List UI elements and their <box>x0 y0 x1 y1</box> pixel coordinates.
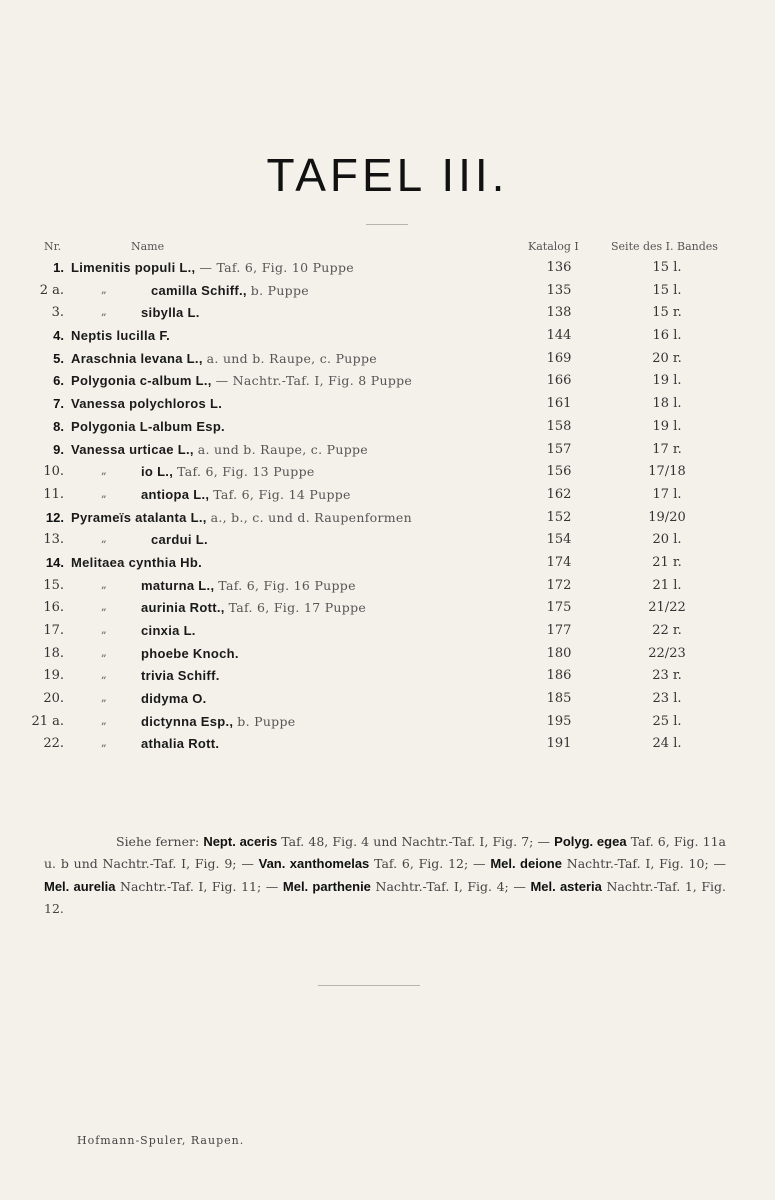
note-text: Taf. 48, Fig. 4 und Nachtr.-Taf. I, Fig. 7; — <box>277 833 555 849</box>
genus-label: Neptis <box>71 328 113 344</box>
ditto-mark: „ <box>101 464 107 478</box>
note-species-ref: Van. xanthomelas <box>258 856 370 871</box>
genus-name <box>71 555 202 570</box>
table-row <box>0 508 775 531</box>
species-label: cardui L. <box>151 532 208 548</box>
table-row <box>0 734 775 757</box>
page-reference: 21 r. <box>652 554 682 570</box>
note-species-ref: Mel. parthenie <box>282 878 371 894</box>
row-note: — Taf. 6, Fig. 10 Puppe <box>199 260 354 275</box>
row-number: 1. <box>53 260 64 275</box>
page-reference: 15 l. <box>652 260 682 275</box>
species-name <box>141 691 207 706</box>
bottom-divider <box>318 985 420 986</box>
katalog-number: 174 <box>546 554 572 570</box>
table-row <box>0 644 775 667</box>
katalog-number: 195 <box>546 713 572 729</box>
species-label: io L., <box>141 464 174 480</box>
note-text: Nachtr.-Taf. 1, Fig. 12. <box>44 878 726 916</box>
katalog-number: 177 <box>546 623 572 638</box>
row-number: 17. <box>43 623 64 638</box>
katalog-number: 175 <box>546 600 572 616</box>
row-number: 20. <box>43 691 64 707</box>
table-row <box>0 394 775 417</box>
page-reference: 17 r. <box>652 441 682 457</box>
note-text: Nachtr.-Taf. I, Fig. 4; — <box>370 878 531 894</box>
ditto-mark: „ <box>101 305 107 319</box>
species-name: lucilla F. <box>116 328 171 344</box>
ditto-mark: „ <box>101 282 107 296</box>
note-text: Taf. 6, Fig. 11a u. b und Nachtr.-Taf. I, Fig. 9; — <box>44 833 726 871</box>
katalog-number: 162 <box>546 486 572 502</box>
genus-name <box>71 351 377 366</box>
species-name <box>141 736 219 751</box>
species-name: cynthia Hb. <box>128 554 202 570</box>
row-number: 9. <box>53 441 64 457</box>
species-label: didyma O. <box>141 691 207 707</box>
species-name <box>141 305 200 320</box>
page-reference: 15 r. <box>652 305 682 321</box>
genus-label: Pyrameïs <box>71 509 132 525</box>
katalog-number: 152 <box>546 509 572 525</box>
ditto-mark: „ <box>101 600 107 614</box>
header-seite: Seite des I. Bandes <box>611 240 718 253</box>
page-reference: 19 l. <box>652 418 682 434</box>
row-number: 4. <box>53 328 64 344</box>
table-row <box>0 666 775 689</box>
species-table <box>0 258 775 757</box>
species-label: dictynna Esp., <box>141 713 234 729</box>
table-row <box>0 440 775 463</box>
katalog-number: 157 <box>546 441 572 457</box>
note-species-ref: Mel. deione <box>490 856 562 871</box>
note-species-ref: Mel. aurelia <box>44 878 116 894</box>
row-number: 22. <box>43 736 64 752</box>
page-reference: 24 l. <box>652 736 682 752</box>
page-reference: 18 l. <box>652 396 682 412</box>
page-reference: 16 l. <box>652 328 682 344</box>
species-label: sibylla L. <box>141 305 200 321</box>
page-reference: 15 l. <box>652 282 682 298</box>
row-note: Taf. 6, Fig. 17 Puppe <box>228 600 367 616</box>
row-note: b. Puppe <box>250 282 309 298</box>
page-reference: 25 l. <box>652 713 682 729</box>
genus-label: Polygonia <box>71 373 136 389</box>
katalog-number: 172 <box>546 577 572 593</box>
species-name <box>141 464 315 479</box>
page-reference: 17 l. <box>652 486 682 502</box>
page-reference: 22/23 <box>648 645 686 661</box>
ditto-mark: „ <box>101 713 107 727</box>
species-name: c-album L., <box>139 373 212 389</box>
katalog-number: 191 <box>546 736 572 752</box>
row-note: a. und b. Raupe, c. Puppe <box>197 441 368 457</box>
note-species-ref: Mel. asteria <box>530 878 602 894</box>
row-note: b. Puppe <box>237 713 296 729</box>
row-number: 11. <box>43 486 64 502</box>
species-label: antiopa L., <box>141 486 210 502</box>
see-also-note <box>44 831 726 921</box>
table-row <box>0 576 775 599</box>
note-species-ref: Nept. aceris <box>203 833 278 849</box>
genus-name <box>71 442 368 457</box>
table-row <box>0 485 775 508</box>
katalog-number: 136 <box>546 260 572 275</box>
genus-label: Limenitis <box>71 260 131 275</box>
species-label: phoebe Knoch. <box>141 645 239 661</box>
table-row <box>0 553 775 576</box>
row-note: Taf. 6, Fig. 13 Puppe <box>177 464 315 480</box>
page-reference: 20 r. <box>652 350 682 366</box>
page-reference: 23 r. <box>652 668 682 684</box>
page-reference: 19/20 <box>648 509 686 525</box>
genus-name <box>71 373 412 388</box>
genus-name <box>71 260 354 275</box>
row-number: 19. <box>43 668 64 684</box>
ditto-mark: „ <box>101 691 107 705</box>
species-label: cinxia L. <box>141 623 196 638</box>
table-row <box>0 371 775 394</box>
row-number: 7. <box>53 396 64 412</box>
species-label: athalia Rott. <box>141 736 220 752</box>
species-name <box>151 283 309 298</box>
species-name <box>141 646 239 661</box>
row-number: 6. <box>53 373 64 389</box>
katalog-number: 161 <box>546 396 572 412</box>
table-row <box>0 281 775 304</box>
note-text: Nachtr.-Taf. I, Fig. 11; — <box>115 878 283 894</box>
species-name: populi L., <box>134 260 196 275</box>
table-row <box>0 462 775 485</box>
page-reference: 17/18 <box>648 464 686 480</box>
ditto-mark: „ <box>101 645 107 659</box>
page-reference: 21 l. <box>652 577 682 593</box>
table-row <box>0 712 775 735</box>
katalog-number: 138 <box>546 305 572 321</box>
table-row <box>0 530 775 553</box>
table-row <box>0 326 775 349</box>
row-number: 16. <box>43 600 64 616</box>
page-title: TAFEL III. <box>266 149 509 201</box>
row-number: 18. <box>43 645 64 661</box>
species-name <box>141 714 295 729</box>
row-number: 2 a. <box>39 282 64 298</box>
genus-label: Vanessa <box>71 396 126 412</box>
species-label: maturna L., <box>141 577 215 593</box>
row-note: — Nachtr.-Taf. I, Fig. 8 Puppe <box>215 373 413 389</box>
species-name <box>141 668 220 683</box>
katalog-number: 158 <box>546 418 572 434</box>
species-name: polychloros L. <box>129 396 223 412</box>
note-text: Siehe ferner: <box>116 833 204 849</box>
species-name <box>141 487 351 502</box>
row-number: 15. <box>43 577 64 593</box>
species-name <box>141 578 356 593</box>
katalog-number: 180 <box>546 645 572 661</box>
genus-name <box>71 510 412 525</box>
genus-label: Polygonia <box>71 418 136 434</box>
species-name: levana L., <box>140 350 203 366</box>
table-row <box>0 598 775 621</box>
table-row <box>0 621 775 644</box>
row-note: Taf. 6, Fig. 16 Puppe <box>218 577 356 593</box>
row-number: 10. <box>43 464 64 480</box>
species-name <box>141 623 196 638</box>
row-number: 14. <box>45 554 64 570</box>
header-name: Name <box>131 240 165 253</box>
katalog-number: 166 <box>546 373 572 389</box>
row-number: 8. <box>53 418 64 434</box>
genus-label: Araschnia <box>71 350 137 366</box>
species-name: urticae L., <box>129 441 194 457</box>
ditto-mark: „ <box>101 577 107 591</box>
genus-label: Vanessa <box>71 441 126 457</box>
ditto-mark: „ <box>101 668 107 682</box>
genus-name <box>71 419 225 434</box>
species-label: trivia Schiff. <box>141 668 220 684</box>
footer-credit: Hofmann-Spuler, Raupen. <box>77 1134 245 1147</box>
page-reference: 20 l. <box>652 532 682 548</box>
katalog-number: 135 <box>546 282 572 298</box>
katalog-number: 186 <box>546 668 572 684</box>
page-reference: 23 l. <box>652 691 682 707</box>
species-name: atalanta L., <box>135 509 207 525</box>
ditto-mark: „ <box>101 532 107 546</box>
row-note: a. und b. Raupe, c. Puppe <box>206 350 377 366</box>
table-row <box>0 417 775 440</box>
table-row <box>0 689 775 712</box>
katalog-number: 169 <box>546 350 572 366</box>
row-number: 13. <box>43 532 64 548</box>
note-species-ref: Polyg. egea <box>554 833 627 849</box>
page-reference: 22 r. <box>652 623 682 638</box>
species-name: L-album Esp. <box>139 418 225 434</box>
note-text: Taf. 6, Fig. 12; — <box>369 856 491 871</box>
ditto-mark: „ <box>101 486 107 500</box>
ditto-mark: „ <box>101 623 107 636</box>
note-text: Nachtr.-Taf. I, Fig. 10; — <box>561 856 726 871</box>
page-reference: 21/22 <box>648 600 686 616</box>
genus-name <box>71 328 170 343</box>
species-name <box>151 532 208 547</box>
katalog-number: 144 <box>546 328 572 344</box>
species-label: camilla Schiff., <box>151 282 247 298</box>
row-number: 3. <box>51 305 64 321</box>
row-number: 21 a. <box>31 713 64 729</box>
page-reference: 19 l. <box>652 373 682 389</box>
header-katalog: Katalog I <box>528 240 579 253</box>
header-nr: Nr. <box>44 240 62 253</box>
genus-name <box>71 396 222 411</box>
katalog-number: 185 <box>546 691 572 707</box>
katalog-number: 154 <box>546 532 572 548</box>
table-row <box>0 303 775 326</box>
row-note: a., b., c. und d. Raupenformen <box>210 509 412 525</box>
row-number: 12. <box>45 509 64 525</box>
title-divider <box>366 224 408 225</box>
table-row <box>0 349 775 372</box>
genus-label: Melitaea <box>71 554 125 570</box>
table-row <box>0 258 775 281</box>
species-name <box>141 600 366 615</box>
species-label: aurinia Rott., <box>141 600 225 616</box>
katalog-number: 156 <box>546 464 572 480</box>
row-note: Taf. 6, Fig. 14 Puppe <box>213 486 351 502</box>
ditto-mark: „ <box>101 736 107 750</box>
row-number: 5. <box>53 350 64 366</box>
